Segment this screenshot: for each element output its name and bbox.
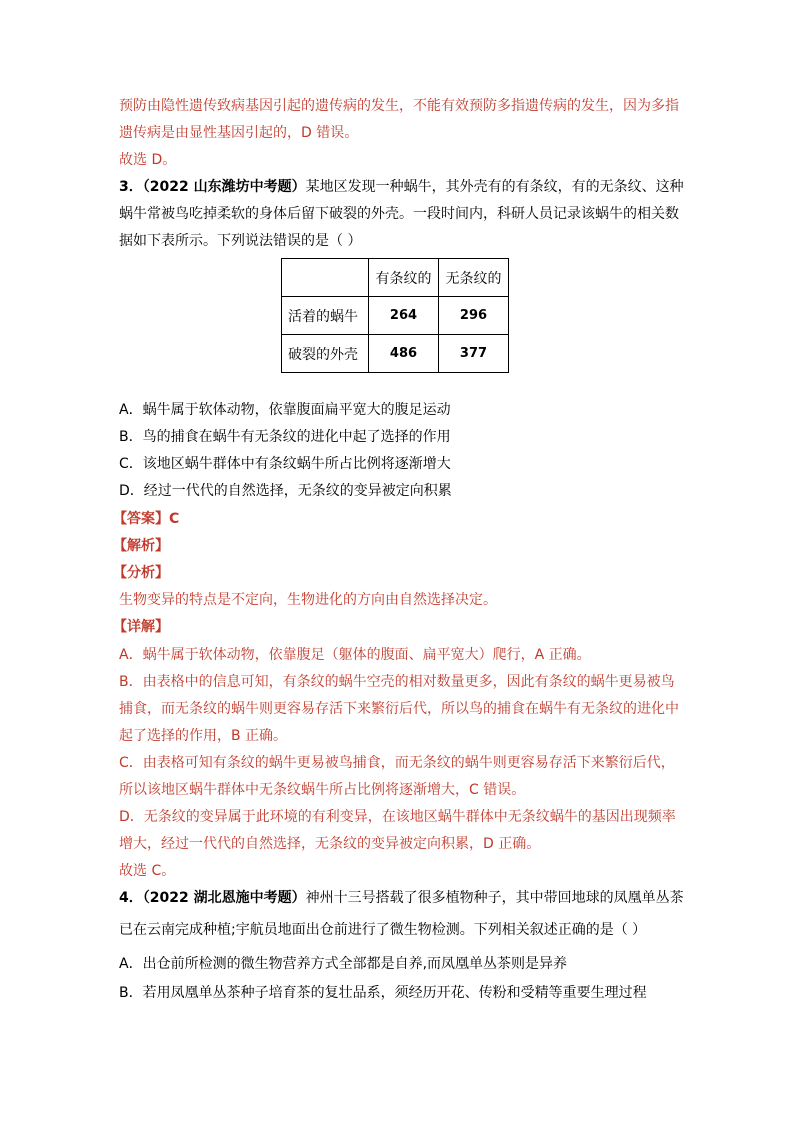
option-a: A．蜗牛属于软体动物，依靠腹面扁平宽大的腹足运动	[119, 402, 451, 418]
question-number: 3	[119, 179, 129, 195]
detail-line: B．由表格中的信息可知，有条纹的蜗牛空壳的相对数量更多，因此有条纹的蜗牛更易被鸟	[119, 674, 675, 690]
detail-line: 捕食，而无条纹的蜗牛则更容易存活下来繁衍后代，所以鸟的捕食在蜗牛有无条纹的进化中	[119, 701, 679, 717]
text-line: 遗传病是由显性基因引起的，D 错误。	[119, 125, 359, 141]
option-d: D．经过一代代的自然选择，无条纹的变异被定向积累	[119, 483, 452, 499]
fenxi-text: 生物变异的特点是不定向，生物进化的方向由自然选择决定。	[119, 592, 497, 608]
question-3-line-1: 3．（2022 山东潍坊中考题）某地区发现一种蜗牛，其外壳有的有条纹，有的无条纹、这种	[119, 179, 684, 195]
row-label: 破裂的外壳	[282, 335, 369, 373]
question-source: （2022 山东潍坊中考题）	[142, 179, 306, 195]
detail-line: D．无条纹的变异属于此环境的有利变异，在该地区蜗牛群体中无条纹蜗牛的基因出现频率	[119, 809, 676, 825]
table-cell: 377	[439, 335, 509, 373]
snail-data-table	[281, 258, 509, 373]
detail-line: C．由表格可知有条纹的蜗牛更易被鸟捕食，而无条纹的蜗牛则更容易存活下来繁衍后代，	[119, 755, 675, 771]
question-stem: 神州十三号搭载了很多植物种子，其中带回地球的凤凰单丛茶	[305, 890, 684, 906]
answer-tag: 【答案】C	[113, 511, 180, 527]
table-header-cell	[282, 259, 369, 297]
option-a: A．出仓前所检测的微生物营养方式全部都是自养,而凤凰单丛茶则是异养	[119, 956, 568, 972]
table-row	[282, 335, 509, 373]
text-line: 故选 D。	[119, 152, 177, 168]
row-label: 活着的蜗牛	[282, 297, 369, 335]
detail-line: A．蜗牛属于软体动物，依靠腹足（躯体的腹面、扁平宽大）爬行，A 正确。	[119, 647, 591, 663]
detail-line: 所以该地区蜗牛群体中无条纹蜗牛所占比例将逐渐增大，C 错误。	[119, 782, 526, 798]
table-row	[282, 297, 509, 335]
table-cell: 264	[369, 297, 439, 335]
option-b: B．鸟的捕食在蜗牛有无条纹的进化中起了选择的作用	[119, 429, 451, 445]
detail-tag: 【详解】	[113, 619, 169, 635]
conclusion: 故选 C。	[119, 863, 176, 879]
question-4-line-1: 4．（2022 湖北恩施中考题）神州十三号搭载了很多植物种子，其中带回地球的凤凰单丛茶	[119, 890, 684, 906]
table-header-cell: 有条纹的	[369, 259, 439, 297]
option-b: B．若用凤凰单丛茶种子培育茶的复壮品系，须经历开花、传粉和受精等重要生理过程	[119, 985, 647, 1001]
text-line: 预防由隐性遗传致病基因引起的遗传病的发生，不能有效预防多指遗传病的发生，因为多指	[119, 98, 679, 114]
question-source: （2022 湖北恩施中考题）	[142, 890, 306, 906]
analysis-tag: 【解析】	[113, 538, 169, 554]
table-header-cell: 无条纹的	[439, 259, 509, 297]
fenxi-tag: 【分析】	[113, 565, 169, 581]
table-cell: 296	[439, 297, 509, 335]
question-stem: 某地区发现一种蜗牛，其外壳有的有条纹，有的无条纹、这种	[305, 179, 684, 195]
question-stem: 已在云南完成种植;宇航员地面出仓前进行了微生物检测。下列相关叙述正确的是（ ）	[119, 922, 647, 938]
table-header-row	[282, 259, 509, 297]
question-stem: 蜗牛常被鸟吃掉柔软的身体后留下破裂的外壳。一段时间内，科研人员记录该蜗牛的相关数	[119, 206, 679, 222]
table-cell: 486	[369, 335, 439, 373]
detail-line: 起了选择的作用，B 正确。	[119, 728, 288, 744]
question-number: 4	[119, 890, 129, 906]
option-c: C．该地区蜗牛群体中有条纹蜗牛所占比例将逐渐增大	[119, 456, 451, 472]
question-stem: 据如下表所示。下列说法错误的是（ ）	[119, 233, 362, 249]
detail-line: 增大，经过一代代的自然选择，无条纹的变异被定向积累，D 正确。	[119, 836, 541, 852]
